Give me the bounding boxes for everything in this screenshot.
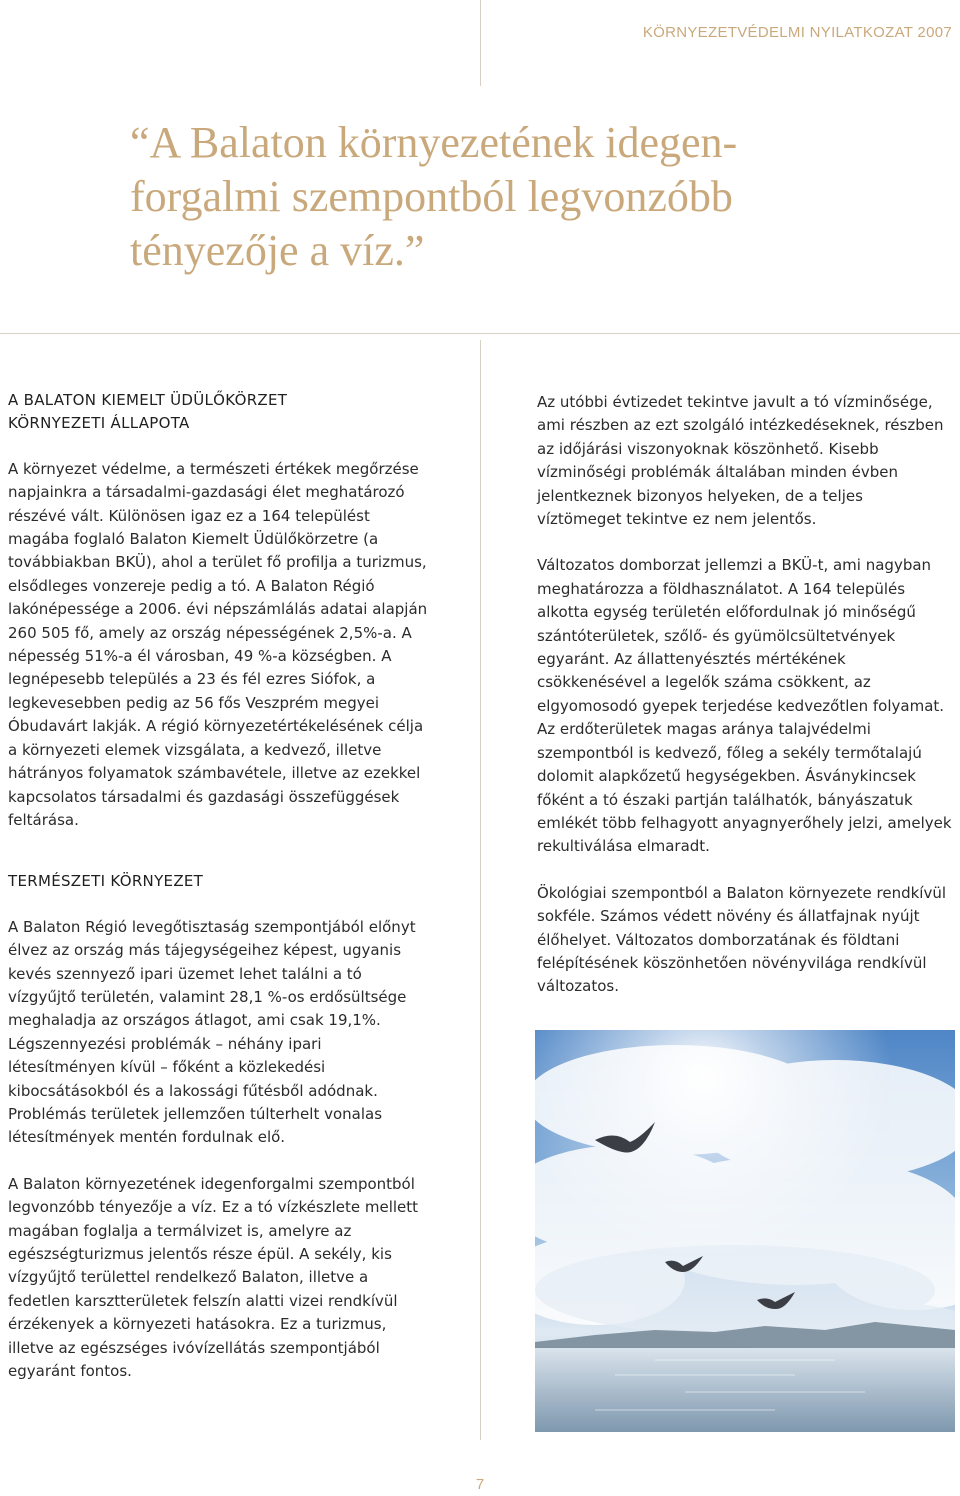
- running-title: KÖRNYEZETVÉDELMI NYILATKOZAT 2007: [642, 24, 952, 41]
- seagulls-sky-photo: [535, 1030, 955, 1432]
- right-column: [537, 391, 952, 999]
- section-heading-balaton: [8, 389, 428, 436]
- paragraph-water: A Balaton környezetének idegenforgalmi szempontból legvonzóbb tényezője a víz. Ez a tó vízkészlete mellett magában foglalja a termálvizet is, amelyre az egészségturizmus jelentős része épül. A sekély, kis vízgyűjtő területtel rendelkező Balaton, illetve a fedetlen karsztterületek felszín alatti vizei rendkívül érzékenyek a környezeti hatásokra. Ez a turizmus, illetve az egészséges ivóvízellátás szempontjából egyaránt fontos.: [8, 1174, 419, 1381]
- paragraph-balaton-state: A környezet védelme, a természeti értékek megőrzése napjainkra a társadalmi-gazdasági élet meghatározó részévé vált. Különösen igaz ez a 164 települést magába foglaló Balaton Kiemelt Üdülőkörzetre (a továbbiakban BKÜ), ahol a terület fő profilja a turizmus, elsődleges vonzereje pedig a tó. A Balaton Régió lakónépessége a 2006. évi népszámlálás adatai alapján 260 505 fő, amely az ország népességének 2,5%-a. A népesség 51%-a él városban, 49 %-a községben. A legnépesebb település a 23 és fél ezres Siófok, a legkevesebben pedig az 56 fős Veszprém megyei Óbudavárt lakják. A régió környezetértékelésének célja a környezeti elemek vizsgálata, a kedvező, illetve hátrányos folyamatok számbavétele, illetve az ezekkel kapcsolatos társadalmi és gazdasági összefüggések feltárása.: [8, 459, 428, 829]
- left-column: [8, 389, 428, 1383]
- horizontal-rule: [0, 333, 960, 334]
- section-heading-line1: A BALATON KIEMELT ÜDÜLŐKÖRZET: [8, 391, 288, 409]
- section-heading-natural-environment: TERMÉSZETI KÖRNYEZET: [8, 872, 204, 891]
- top-divider-left: [480, 0, 481, 86]
- paragraph-ecology: Ökológiai szempontból a Balaton környezete rendkívül sokféle. Számos védett növény és állatfajnak nyújt élőhelyet. Változatos domborzatának és földtani felépítésének köszönhetően növényvilága rendkívül változatos.: [537, 883, 947, 996]
- seagulls-sky-illustration: [535, 1030, 955, 1432]
- paragraph-air-quality: A Balaton Régió levegőtisztaság szempontjából előnyt élvez az ország más tájegységeihez képest, ugyanis kevés szennyező ipari üzemet lehet találni a tó vízgyűjtő területén, valamint 28,1 %-os erdősültsége meghaladja az országos átlagot, ami csak 19,1%. Légszennyezési problémák – néhány ipari létesítményen kívül – főként a közlekedési kibocsátásokból és a lakossági fűtésből adódnak. Problémás területek jellemzően túlterhelt vonalas létesítmények mentén fordulnak elő.: [8, 917, 416, 1147]
- pull-quote: “A Balaton környezetének idegen-forgalmi szempontból legvonzóbb tényezője a víz.”: [130, 118, 738, 275]
- page-number: 7: [475, 1476, 485, 1493]
- column-divider: [480, 340, 481, 1440]
- paragraph-water-quality: Az utóbbi évtizedet tekintve javult a tó vízminősége, ami részben az ezt szolgáló intézkedéseknek, részben az időjárási viszonyoknak köszönhető. Kisebb vízminőségi problémák általában minden évben jelentkeznek bizonyos helyeken, de a teljes víztömeget tekintve ez nem jelentős.: [537, 393, 944, 529]
- paragraph-land-use: Változatos domborzat jellemzi a BKÜ-t, ami nagyban meghatározza a földhasználatot. A 164 település alkotta egység területén előfordulnak jó minőségű szántóterületek, szőlő- és gyümölcsültetvények egyaránt. Az állattenyésztés mértékének csökkenésével a legelők száma csökkent, az elgyomosodó gyepek terjedése kedvezőtlen folyamat. Az erdőterületek magas aránya talajvédelmi szempontból is kedvező, főleg a sekély termőtalajú dolomit alapkőzetű hegységekben. Ásványkincsek főként a tó északi partján találhatók, bányászatuk emlékét több felhagyott anyagnyerőhely jelzi, amelyek rekultiválása elmaradt.: [537, 556, 952, 856]
- section-heading-line2: KÖRNYEZETI ÁLLAPOTA: [8, 414, 190, 433]
